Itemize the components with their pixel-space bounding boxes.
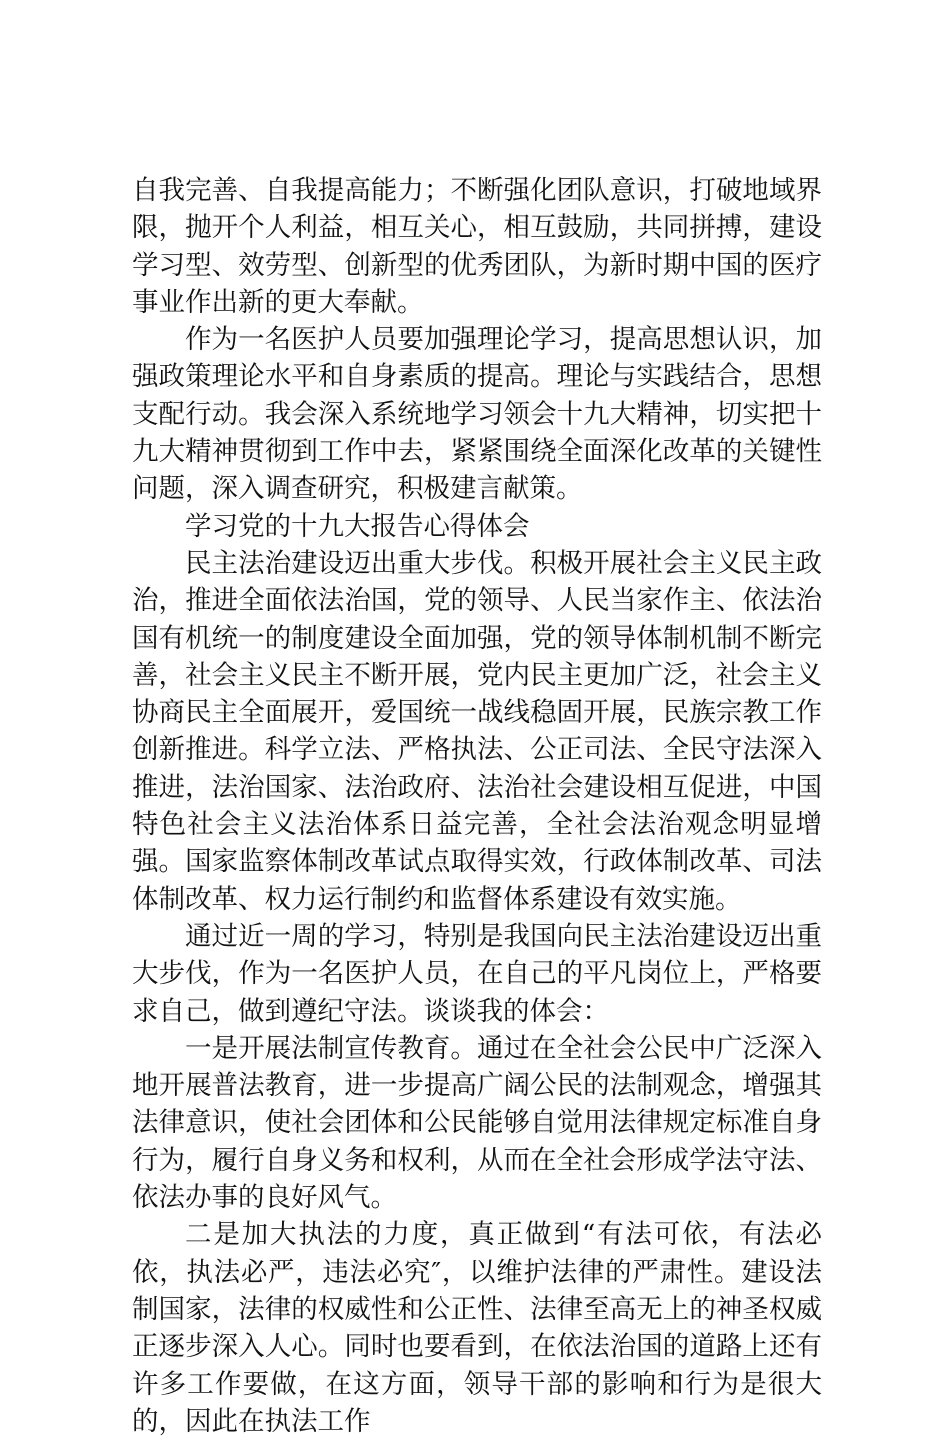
paragraph-team-spirit: 自我完善、自我提高能力；不断强化团队意识，打破地域界限，抛开个人利益，相互关心，相互鼓励，共同拼搏，建设学习型、效劳型、创新型的优秀团队，为新时期中国的医疗事业作出新的更大奉献。 bbox=[132, 175, 822, 318]
document-body bbox=[132, 172, 822, 1440]
paragraph-point-one: 一是开展法制宣传教育。通过在全社会公民中广泛深入地开展普法教育，进一步提高广阔公民的法制观念，增强其法律意识，使社会团体和公民能够自觉用法律规定标准自身行为，履行自身义务和权利，从而在全社会形成学法守法、依法办事的良好风气。 bbox=[132, 1032, 822, 1214]
paragraph-rule-of-law: 民主法治建设迈出重大步伐。积极开展社会主义民主政治，推进全面依法治国，党的领导、人民当家作主、依法治国有机统一的制度建设全面加强，党的领导体制机制不断完善，社会主义民主不断开展，党内民主更加广泛，社会主义协商民主全面展开，爱国统一战线稳固开展，民族宗教工作创新推进。科学立法、严格执法、公正司法、全民守法深入推进，法治国家、法治政府、法治社会建设相互促进，中国特色社会主义法治体系日益完善，全社会法治观念明显增强。国家监察体制改革试点取得实效，行政体制改革、司法体制改革、权力运行制约和监督体系建设有效实施。 bbox=[132, 547, 822, 915]
paragraph-point-two: 二是加大执法的力度，真正做到“有法可依，有法必依，执法必严，违法必究″，以维护法律的严肃性。建设法制国家，法律的权威性和公正性、法律至高无上的神圣权威正逐步深入人心。同时也要看到，在依法治国的道路上还有许多工作要做，在这方面，领导干部的影响和行为是很大的，因此在执法工作 bbox=[132, 1219, 822, 1437]
paragraph-theory-study: 作为一名医护人员要加强理论学习，提高思想认识，加强政策理论水平和自身素质的提高。理论与实践结合，思想支配行动。我会深入系统地学习领会十九大精神，切实把十九大精神贯彻到工作中去，紧紧围绕全面深化改革的关键性问题，深入调查研究，积极建言献策。 bbox=[132, 324, 822, 505]
paragraph-personal-reflection: 通过近一周的学习，特别是我国向民主法治建设迈出重大步伐，作为一名医护人员，在自己的平凡岗位上，严格要求自己，做到遵纪守法。谈谈我的体会： bbox=[132, 920, 822, 1027]
section-heading: 学习党的十九大报告心得体会 bbox=[185, 510, 530, 542]
